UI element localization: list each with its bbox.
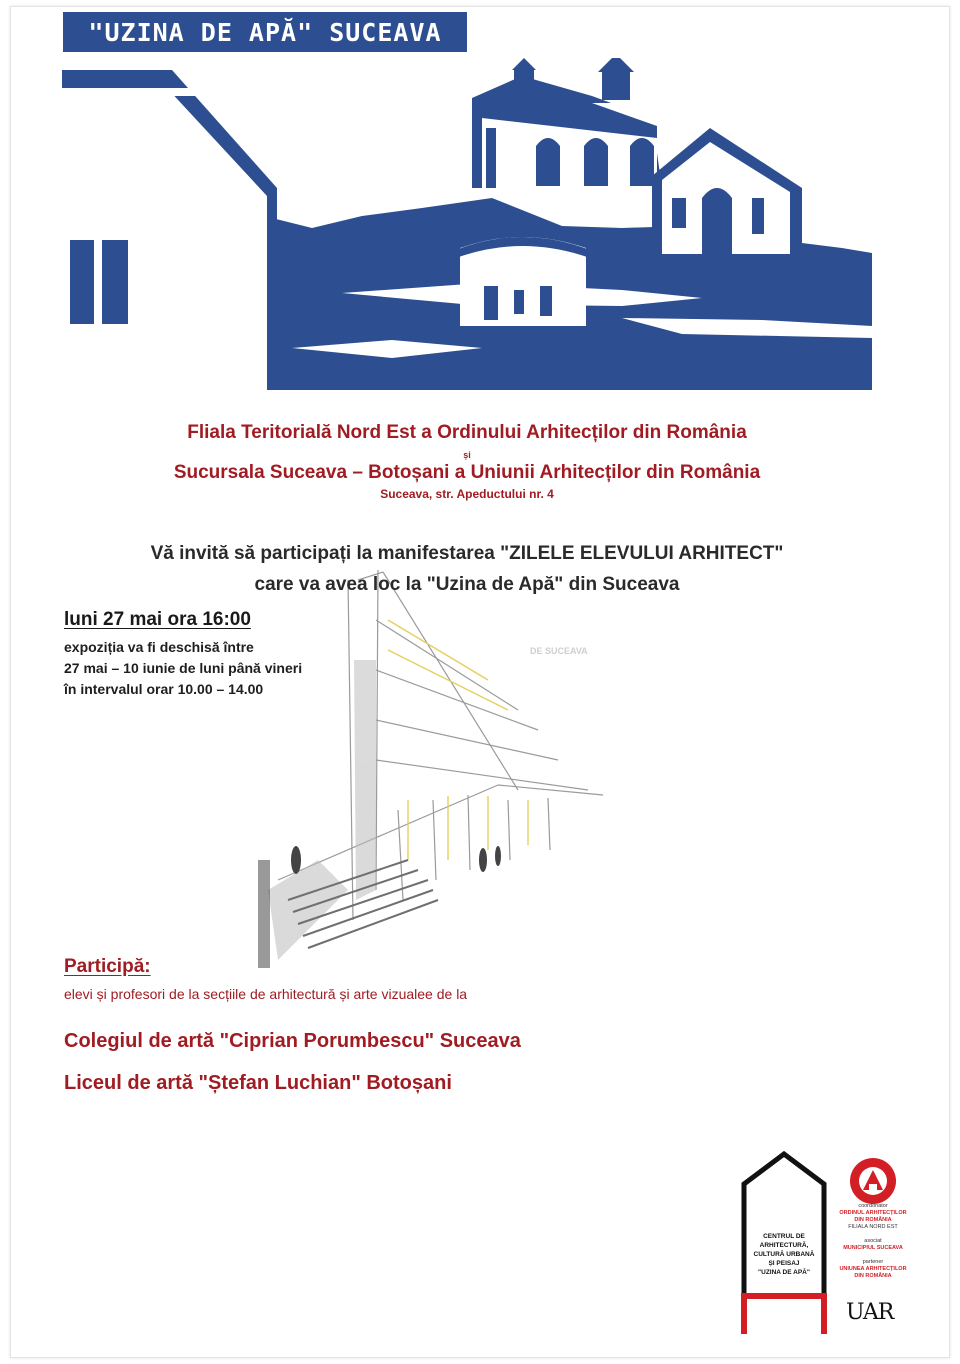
architecture-center-text: CENTRUL DE ARHITECTURĂ, CULTURĂ URBANĂ ȘI PEISAJ "UZINA DE APĂ"	[753, 1233, 815, 1276]
school-2: Liceul de artă "Ștefan Luchian" Botoșani	[64, 1072, 452, 1094]
coord-label: coordonator	[858, 1203, 888, 1209]
organizer-line-1: Fliala Teritorială Nord Est a Ordinului Arhitecților din România	[187, 422, 747, 443]
architecture-sketch	[258, 560, 608, 968]
invitation-text	[0, 538, 934, 600]
participants-description: elevi și profesori de la secțiile de arhitectură și arte vizualee de la	[64, 986, 468, 1002]
school-1: Colegiul de artă "Ciprian Porumbescu" Suceava	[64, 1030, 521, 1052]
invitation-line-2: care va avea loc la "Uzina de Apă" din Suceava	[254, 574, 680, 595]
schedule-line-1: expoziția va fi deschisă între	[64, 639, 254, 655]
oar-logo-icon	[850, 1158, 896, 1204]
assoc-org: MUNICIPIUL SUCEAVA	[843, 1245, 903, 1251]
schedule-line-3: în intervalul orar 10.00 – 14.00	[64, 681, 264, 697]
participants-heading: Participă:	[64, 956, 151, 977]
assoc-label: asociat	[864, 1238, 882, 1244]
event-date: luni 27 mai ora 16:00	[64, 609, 251, 630]
organizer-conjunction: și	[463, 450, 471, 460]
sketch-caption: DE SUCEAVA	[530, 646, 588, 656]
schedule-details	[64, 637, 302, 700]
partner-org-2: DIN ROMÂNIA	[854, 1273, 892, 1279]
coord-org-2: DIN ROMÂNIA	[854, 1217, 892, 1223]
organizer-line-2: Sucursala Suceava – Botoșani a Uniunii Arhitecților din România	[173, 462, 761, 483]
invitation-line-1: Vă invită să participați la manifestarea "ZILELE ELEVULUI ARHITECT"	[150, 543, 784, 564]
partner-label: partener	[862, 1259, 884, 1265]
title-banner: "UZINA DE APĂ" SUCEAVA	[63, 12, 467, 52]
uar-logo: UAR	[846, 1300, 894, 1325]
schedule-line-2: 27 mai – 10 iunie de luni până vineri	[64, 660, 303, 676]
hero-illustration	[62, 58, 872, 390]
coord-org-1: ORDINUL ARHITECȚILOR	[839, 1210, 907, 1216]
partner-list	[836, 1203, 910, 1280]
partner-org-1: UNIUNEA ARHITECȚILOR	[839, 1266, 907, 1272]
coord-sub: FILIALA NORD EST	[848, 1224, 898, 1230]
organizer-address: Suceava, str. Apeductului nr. 4	[380, 487, 554, 501]
